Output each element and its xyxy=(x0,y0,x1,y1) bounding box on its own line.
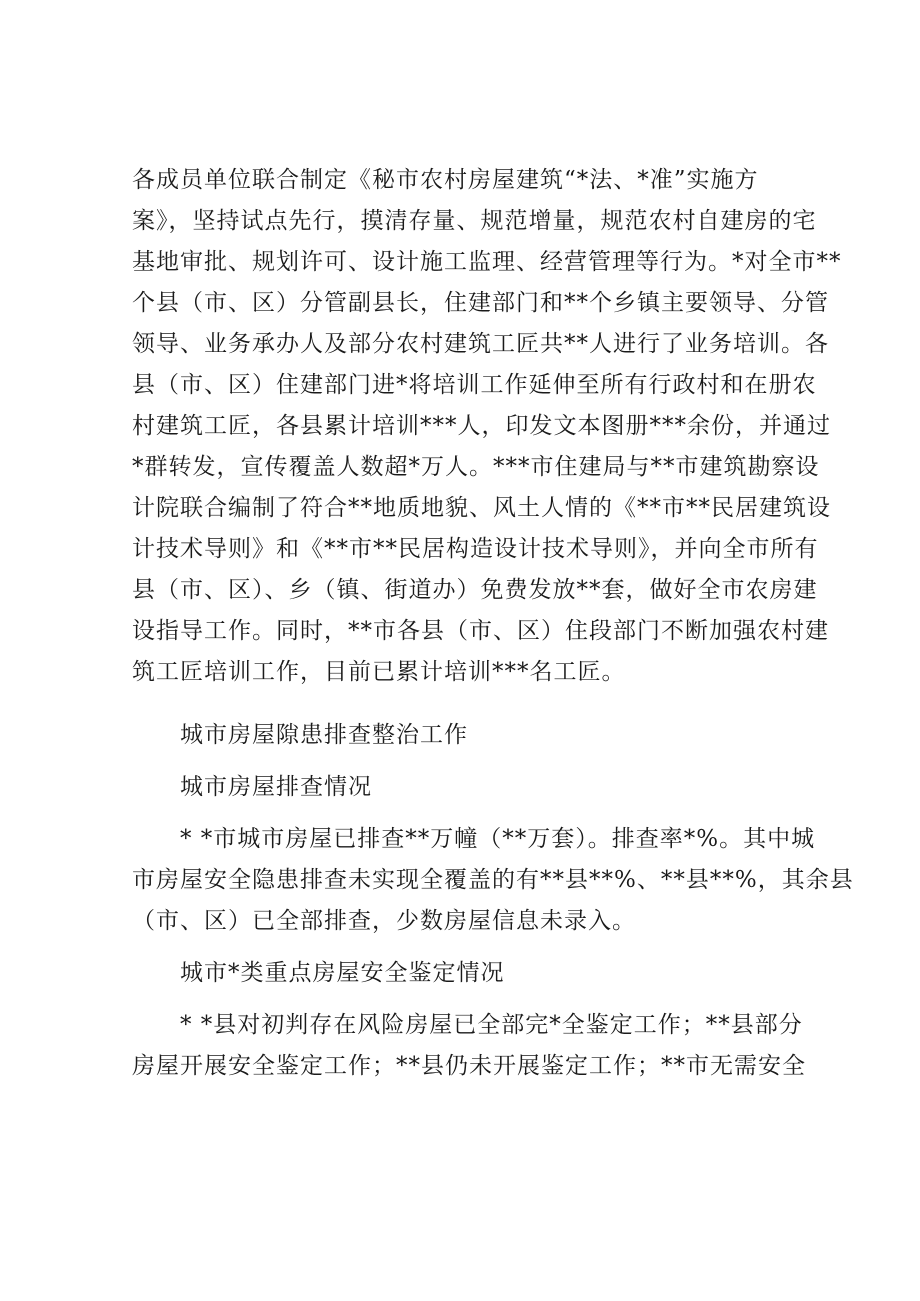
text-line: 基地审批、规划许可、设计施工监理、经营管理等行为。*对全市** xyxy=(132,249,842,275)
text-line: 计技术导则》和《**市**民居构造设计技术导则》，并向全市所有 xyxy=(132,536,819,562)
text-line: 案》，坚持试点先行，摸清存量、规范增量，规范农村自建房的宅 xyxy=(132,208,817,234)
text-line: 村建筑工匠，各县累计培训***人，印发文本图册***余份，并通过 xyxy=(132,413,831,439)
text-line: * *县对初判存在风险房屋已全部完*全鉴定工作；**县部分 xyxy=(180,1012,803,1038)
text-line: 领导、业务承办人及部分农村建筑工匠共**人进行了业务培训。各 xyxy=(132,331,829,357)
text-line: 市房屋安全隐患排查未实现全覆盖的有**县**%、**县**%，其余县 xyxy=(132,867,854,893)
text-line: 设指导工作。同时，**市各县（市、区）住段部门不断加强农村建 xyxy=(132,618,829,644)
text-line: 个县（市、区）分管副县长，住建部门和**个乡镇主要领导、分管 xyxy=(132,290,829,316)
text-line: 县（市、区）住建部门进*将培训工作延伸至所有行政村和在册农 xyxy=(132,372,817,398)
text-line: （市、区）已全部排查，少数房屋信息未录入。 xyxy=(132,908,636,934)
text-line: 筑工匠培训工作，目前已累计培训***名工匠。 xyxy=(132,659,626,685)
text-line: *群转发，宣传覆盖人数超*万人。***市住建局与**市建筑勘察设 xyxy=(132,454,820,480)
text-line: 各成员单位联合制定《秘市农村房屋建筑“*法、*准”实施方 xyxy=(132,167,759,193)
text-line: 房屋开展安全鉴定工作；**县仍未开展鉴定工作；**市无需安全 xyxy=(132,1053,806,1079)
subsection-heading: 城市*类重点房屋安全鉴定情况 xyxy=(180,960,505,986)
text-line: * *市城市房屋已排查**万幢（**万套）。排查率*%。其中城 xyxy=(180,826,816,852)
text-line: 县（市、区）、乡（镇、街道办）免费发放**套，做好全市农房建 xyxy=(132,577,818,603)
subsection-heading: 城市房屋排查情况 xyxy=(180,774,372,800)
text-line: 计院联合编制了符合**地质地貌、风土人情的《**市**民居建筑设 xyxy=(132,495,831,521)
section-heading: 城市房屋隙患排查整治工作 xyxy=(180,722,468,748)
